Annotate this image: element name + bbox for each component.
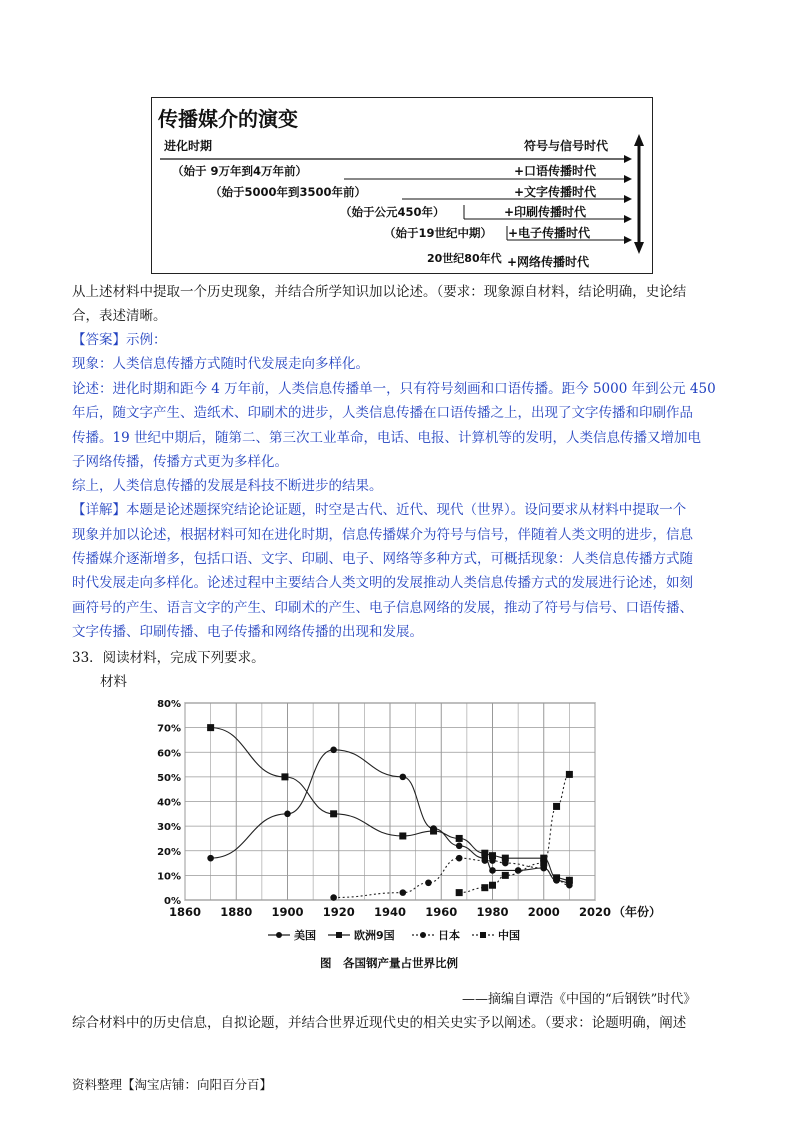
detail-line: 现象并加以论述，根据材料可知在进化时期，信息传播媒介为符号与信号，伴随着人类文明的进步，信息	[72, 527, 693, 543]
fig1-right-header: 符号与信号时代	[524, 139, 609, 153]
answer-line: 现象：人类信息传播方式随时代发展走向多样化。	[72, 356, 369, 372]
data-point	[540, 860, 547, 867]
fig1-row-label-2: （始于5000年到3500年前）	[210, 185, 367, 199]
data-point	[207, 855, 214, 862]
fig1-row-era-1: +口语传播时代	[514, 164, 597, 178]
answer-heading	[72, 330, 167, 350]
data-point	[281, 773, 288, 780]
data-point	[330, 810, 337, 817]
data-point	[553, 803, 560, 810]
fig1-row-label-1: （始于 9万年到4万年前）	[172, 164, 308, 178]
legend-marker	[336, 932, 342, 938]
question-line-2: 合，表述清晰。	[72, 308, 167, 324]
y-tick-label: 0%	[164, 896, 181, 907]
detail-line: 文字传播、印刷传播、电子传播和网络传播的出现和发展。	[72, 624, 423, 640]
detail-line: 画符号的产生、语言文字的产生、印刷术的产生、电子信息网络的发展，推动了符号与信号、口语传播、	[72, 600, 693, 616]
data-point	[489, 857, 496, 864]
data-point	[456, 843, 463, 850]
x-tick-label: 2020	[578, 905, 612, 919]
fig1-row-label-3: （始于公元450年）	[340, 205, 445, 219]
answer-line: 综上，人类信息传播的发展是科技不断进步的结果。	[72, 478, 383, 494]
answer-intro: 示例：	[126, 332, 167, 348]
legend-label: 美国	[294, 929, 316, 942]
arrow-right-icon	[624, 236, 632, 244]
q33-prompt: 综合材料中的历史信息，自拟论题，并结合世界近现代史的相关史实予以阐述。（要求：论题明确，阐述	[72, 1015, 687, 1031]
x-tick-label: 1860	[168, 905, 202, 919]
legend-label: 中国	[498, 929, 520, 942]
arrow-right-icon	[624, 215, 632, 223]
answer-line: 子网络传播，传播方式更为多样化。	[72, 454, 288, 470]
y-tick-label: 40%	[157, 797, 181, 809]
detail-line: 时代发展走向多样化。论述过程中主要结合人类文明的发展推动人类信息传播方式的发展进行论述，如刻	[72, 575, 693, 591]
arrow-right-icon	[624, 175, 632, 183]
data-point	[489, 882, 496, 889]
data-point	[482, 857, 489, 864]
legend-marker	[276, 932, 282, 938]
data-point	[430, 828, 437, 835]
legend-marker	[420, 932, 426, 938]
steel-share-chart-svg	[150, 695, 690, 975]
fig1-row-era-3: +印刷传播时代	[504, 205, 587, 219]
data-point	[502, 872, 509, 879]
fig1-row-label-4: （始于19世纪中期）	[384, 226, 493, 240]
x-axis-label: （年份）	[613, 905, 662, 919]
fig1-title: 传播媒介的演变	[158, 107, 298, 131]
y-tick-label: 10%	[157, 871, 181, 883]
x-tick-label: 1980	[476, 905, 509, 919]
x-tick-label: 1880	[220, 905, 253, 919]
data-point	[502, 860, 509, 867]
legend-marker	[480, 932, 486, 938]
arrow-right-icon	[624, 155, 632, 163]
footer-text: 资料整理【淘宝店铺：向阳百分百】	[72, 1077, 273, 1092]
x-tick-label: 1960	[425, 905, 458, 919]
data-point	[481, 884, 488, 891]
data-point	[566, 882, 573, 889]
y-tick-label: 50%	[157, 772, 181, 784]
answer-line: 年后，随文字产生、造纸术、印刷术的进步，人类信息传播在口语传播之上，出现了文字传播和印刷作品	[72, 405, 693, 421]
data-point	[489, 867, 496, 874]
fig1-row-era-5: +网络传播时代	[507, 255, 590, 269]
answer-line: 传播。19 世纪中期后，随第二、第三次工业革命，电话、电报、计算机等的发明，人类信息传播又增加电	[72, 430, 701, 446]
answer-tag: 【答案】	[72, 332, 126, 348]
x-tick-label: 1940	[373, 905, 407, 919]
detail-heading	[72, 500, 686, 520]
data-point	[456, 855, 463, 862]
data-point	[566, 771, 573, 778]
data-point	[400, 889, 407, 896]
y-tick-label: 20%	[157, 846, 181, 858]
data-point	[399, 832, 406, 839]
detail-first-line: 本题是论述题探究结论论证题，时空是古代、近代、现代（世界）。设问要求从材料中提取一个	[126, 502, 687, 518]
y-tick-label: 30%	[157, 822, 181, 834]
y-tick-label: 70%	[157, 723, 181, 735]
x-tick-label: 2000	[527, 905, 560, 919]
y-tick-label: 80%	[157, 699, 181, 710]
data-point	[456, 835, 463, 842]
answer-line: 论述：进化时期和距今 4 万年前，人类信息传播单一，只有符号刻画和口语传播。距今 5000 年到公元 450	[72, 381, 716, 397]
x-tick-label: 1900	[271, 905, 304, 919]
fig1-row-era-4: +电子传播时代	[508, 226, 591, 240]
q33-material-label: 材料	[100, 674, 127, 690]
arrow-right-icon	[624, 195, 632, 203]
data-point	[553, 877, 560, 884]
arrow-up-icon	[634, 134, 644, 146]
fig1-row-label-5: 20世纪80年代	[427, 252, 502, 265]
y-tick-label: 60%	[157, 748, 181, 760]
data-point	[207, 724, 214, 731]
q33-heading: 33．阅读材料，完成下列要求。	[72, 650, 265, 666]
data-point	[481, 850, 488, 857]
media-evolution-figure	[151, 97, 653, 274]
legend-label: 日本	[438, 929, 460, 942]
x-tick-label: 1920	[322, 905, 355, 919]
chart-title: 图 各国钢产量占世界比例	[320, 956, 458, 970]
legend-label: 欧洲9国	[354, 929, 395, 942]
fig1-row-era-2: +文字传播时代	[514, 185, 597, 199]
detail-line: 传播媒介逐渐增多，包括口语、文字、印刷、电子、网络等多种方式，可概括现象：人类信息传播方式随	[72, 551, 693, 567]
data-point	[330, 746, 337, 753]
data-point	[400, 774, 407, 781]
arrow-down-icon	[634, 242, 644, 254]
q33-source: ——摘编自谭浩《中国的“后钢铁”时代》	[462, 992, 697, 1007]
data-point	[456, 889, 463, 896]
data-point	[330, 894, 337, 901]
detail-tag: 【详解】	[72, 502, 126, 518]
steel-share-chart	[150, 695, 690, 975]
media-evolution-diagram	[152, 98, 652, 273]
question-line-1: 从上述材料中提取一个历史现象，并结合所学知识加以论述。（要求：现象源自材料，结论明确，史论结	[72, 284, 687, 300]
data-point	[284, 811, 291, 818]
data-point	[425, 879, 432, 886]
fig1-left-header: 进化时期	[164, 139, 213, 153]
